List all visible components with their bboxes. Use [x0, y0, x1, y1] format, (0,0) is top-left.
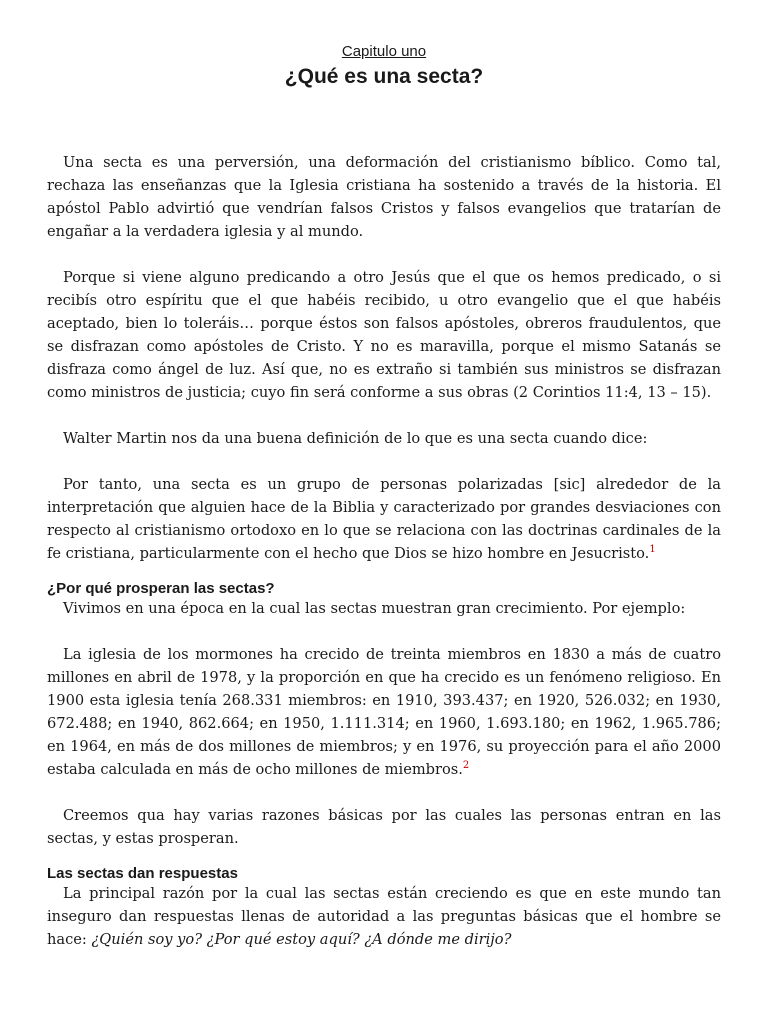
chapter-label: Capitulo uno: [341, 43, 427, 60]
paragraph-mormon-growth-text: La iglesia de los mormones ha crecido de treinta miembros en 1830 a más de cuatro millones en abril de 1978, y la proporción en que ha crecido es un fenómeno religioso. En 1900 esta iglesia tenía 268.331 miembros: en 1910, 393.437; en 1920, 526.032; en 1930, 672.488; en 1940, 862.664; en 1950, 1.111.314; en 1960, 1.693.180; en 1962, 1.965.786; en 1964, en más de dos millones de miembros; y en 1976, su proyección para el año 2000 estaba calculada en más de ocho millones de miembros.: [47, 646, 721, 778]
paragraph-main-reason-text: La principal razón por la cual las sectas están creciendo es que en este mundo tan inseguro dan respuestas llenas de autoridad a las preguntas básicas que el hombre se hace:: [47, 885, 721, 948]
paragraph-walter-martin-quote: [47, 473, 721, 565]
footnote-marker[interactable]: 1: [649, 544, 656, 556]
paragraph-mormon-growth: [47, 643, 721, 781]
paragraph-quote-corinthians: Porque si viene alguno predicando a otro Jesús que el que os hemos predicado, o si recibís otro espíritu que el que habéis recibido, u otro evangelio que el que habéis aceptado, bien lo toleráis… porque éstos son falsos apóstoles, obreros fraudulentos, que se disfrazan como apóstoles de Cristo. Y no es maravilla, porque el mismo Satanás se disfraza como ángel de luz. Así que, no es extraño si también sus ministros se disfrazan como ministros de justicia; cuyo fin será conforme a sus obras (2 Corintios 11:4, 13 – 15).: [47, 269, 721, 401]
section-heading-why-prosper: ¿Por qué prosperan las sectas?: [47, 580, 275, 597]
chapter-title: ¿Qué es una secta?: [284, 65, 484, 88]
basic-questions: ¿Quién soy yo? ¿Por qué estoy aquí? ¿A dónde me dirijo?: [91, 931, 512, 948]
paragraph-walter-martin-intro: Walter Martin nos da una buena definición de lo que es una secta cuando dice:: [63, 430, 648, 447]
paragraph-growth: Vivimos en una época en la cual las sectas muestran gran crecimiento. Por ejemplo:: [63, 600, 686, 617]
paragraph-walter-martin-quote-text: Por tanto, una secta es un grupo de personas polarizadas [sic] alrededor de la interpretación que alguien hace de la Biblia y caracterizado por grandes desviaciones con respecto al cristianismo ortodoxo en lo que se relaciona con las doctrinas cardinales de la fe cristiana, particularmente con el hecho que Dios se hizo hombre en Jesucristo.: [47, 476, 721, 562]
footnote-marker[interactable]: 2: [462, 760, 470, 772]
paragraph-main-reason: [47, 882, 721, 951]
paragraph-reasons: Creemos qua hay varias razones básicas por las cuales las personas entran en las sectas, y estas prosperan.: [47, 807, 721, 847]
section-heading-answers: Las sectas dan respuestas: [47, 865, 238, 882]
paragraph-definition: Una secta es una perversión, una deformación del cristianismo bíblico. Como tal, rechaza las enseñanzas que la Iglesia cristiana ha sostenido a través de la historia. El apóstol Pablo advirtió que vendrían falsos Cristos y falsos evangelios que tratarían de engañar a la verdadera iglesia y al mundo.: [47, 154, 721, 240]
